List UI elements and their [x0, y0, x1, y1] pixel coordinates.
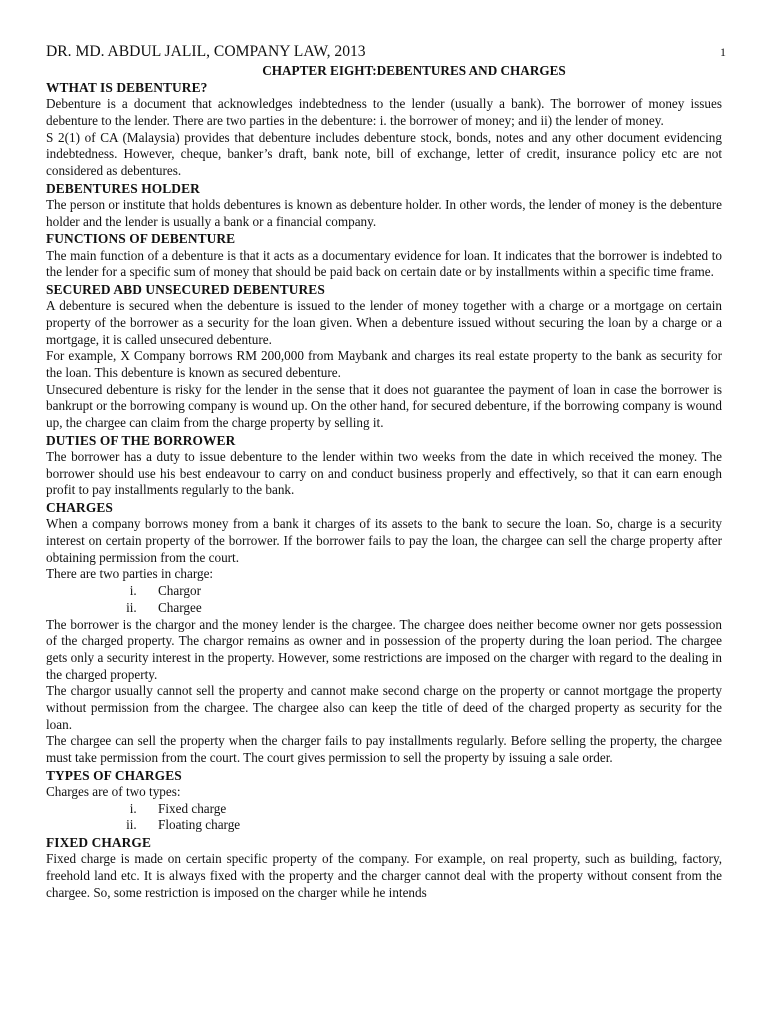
document-body: [46, 79, 722, 901]
section-heading-what-is-debenture: WTHAT IS DEBENTURE?: [46, 80, 208, 95]
chapter-title: CHAPTER EIGHT:DEBENTURES AND CHARGES: [262, 63, 566, 78]
charge-types-list: [46, 801, 722, 834]
paragraph: Unsecured debenture is risky for the lender in the sense that it does not guarantee the payment of loan in case the borrower is bankrupt or the borrowing company is wound up. On the other hand, for secured debenture, if the borrowing company is wound up, the chargee can claim from the charge property by selling it.: [46, 381, 722, 431]
paragraph: There are two parties in charge:: [46, 566, 214, 582]
section-heading-debentures-holder: DEBENTURES HOLDER: [46, 180, 200, 196]
section-heading-charges: CHARGES: [46, 500, 113, 516]
paragraph: Fixed charge is made on certain specific property of the company. For example, on real property, such as building, factory, freehold land etc. It is always fixed with the property and the charger cannot deal with the property without consent from the chargee. So, some restriction is imposed on the charger while he intends: [46, 851, 722, 900]
paragraph: For example, X Company borrows RM 200,000 from Maybank and charges its real estate property to the bank as security for the loan. This debenture is known as secured debenture.: [46, 348, 722, 380]
section-heading-secured-unsecured: SECURED ABD UNSECURED DEBENTURES: [46, 281, 325, 297]
paragraph: Charges are of two types:: [46, 784, 181, 800]
paragraph: The chargor usually cannot sell the property and cannot make second charge on the property or cannot mortgage the property without permission from the chargee. The chargee also can keep the title of deed of the charged property as security for the loan.: [46, 683, 722, 732]
section-heading-functions: FUNCTIONS OF DEBENTURE: [46, 231, 236, 247]
charge-parties-list: [46, 583, 722, 616]
list-item: ii. Floating charge: [140, 817, 722, 834]
section-heading-duties: DUTIES OF THE BORROWER: [46, 432, 236, 448]
paragraph: When a company borrows money from a bank it charges of its assets to the bank to secure the loan. So, charge is a security interest on certain property of the borrower. If the borrower fails to pay the loan, the chargee can sell the charge property after obtaining permission from the court.: [46, 516, 722, 565]
paragraph: The borrower is the chargor and the money lender is the chargee. The chargee does neither become owner nor gets possession of the charged property. The chargor remains as owner and in possession of the property during the loan period. The chargee gets only a security interest in the property. However, some restrictions are imposed on the charger with regard to the dealing in the charged property.: [46, 616, 722, 682]
paragraph: The main function of a debenture is that it acts as a documentary evidence for loan. It indicates that the borrower is indebted to the lender for a specific sum of money that should be paid back on certain date or by installments within a specific time frame.: [46, 247, 722, 280]
list-item: i. Fixed charge: [140, 801, 722, 818]
paragraph: The person or institute that holds debentures is known as debenture holder. In other words, the lender of money is the debenture holder and the lender is usually a bank or a financial company.: [46, 196, 722, 229]
paragraph: The chargee can sell the property when the charger fails to pay installments regularly. Before selling the property, the chargee must take permission from the court. The court gives permission to sell the property by issuing a sale order.: [46, 733, 722, 766]
paragraph: Debenture is a document that acknowledges indebtedness to the lender (usually a bank). The borrower of money issues debenture to the lender. There are two parties in the debenture: i. the borrower of money; and ii) the lender of money.: [46, 96, 722, 128]
list-item: i. Chargor: [140, 583, 722, 600]
list-item: ii. Chargee: [140, 600, 722, 617]
document-page: [46, 42, 726, 901]
paragraph: S 2(1) of CA (Malaysia) provides that debenture includes debenture stock, bonds, notes and any other document evidencing indebtedness. However, cheque, banker’s draft, bank note, bill of exchange, letter of credit, insurance policy etc are not considered as debentures.: [46, 129, 722, 179]
page-number: 1: [720, 45, 726, 59]
paragraph: The borrower has a duty to issue debenture to the lender within two weeks from the date in which received the money. The borrower should use his best endeavour to carry on and conduct business properly and effectively, so that it can earn enough profit to pay installments regularly to the bank.: [46, 448, 722, 498]
section-heading-fixed-charge: FIXED CHARGE: [46, 835, 151, 851]
running-header: [46, 42, 726, 62]
paragraph: A debenture is secured when the debenture is issued to the lender of money together with a charge or a mortgage on certain property of the borrower as a security for the loan given. When a debenture issued without securing the loan by a charge or a mortgage, it is called unsecured debenture.: [46, 298, 722, 347]
section-heading-types-of-charges: TYPES OF CHARGES: [46, 767, 182, 783]
running-title: DR. MD. ABDUL JALIL, COMPANY LAW, 2013: [46, 43, 366, 60]
